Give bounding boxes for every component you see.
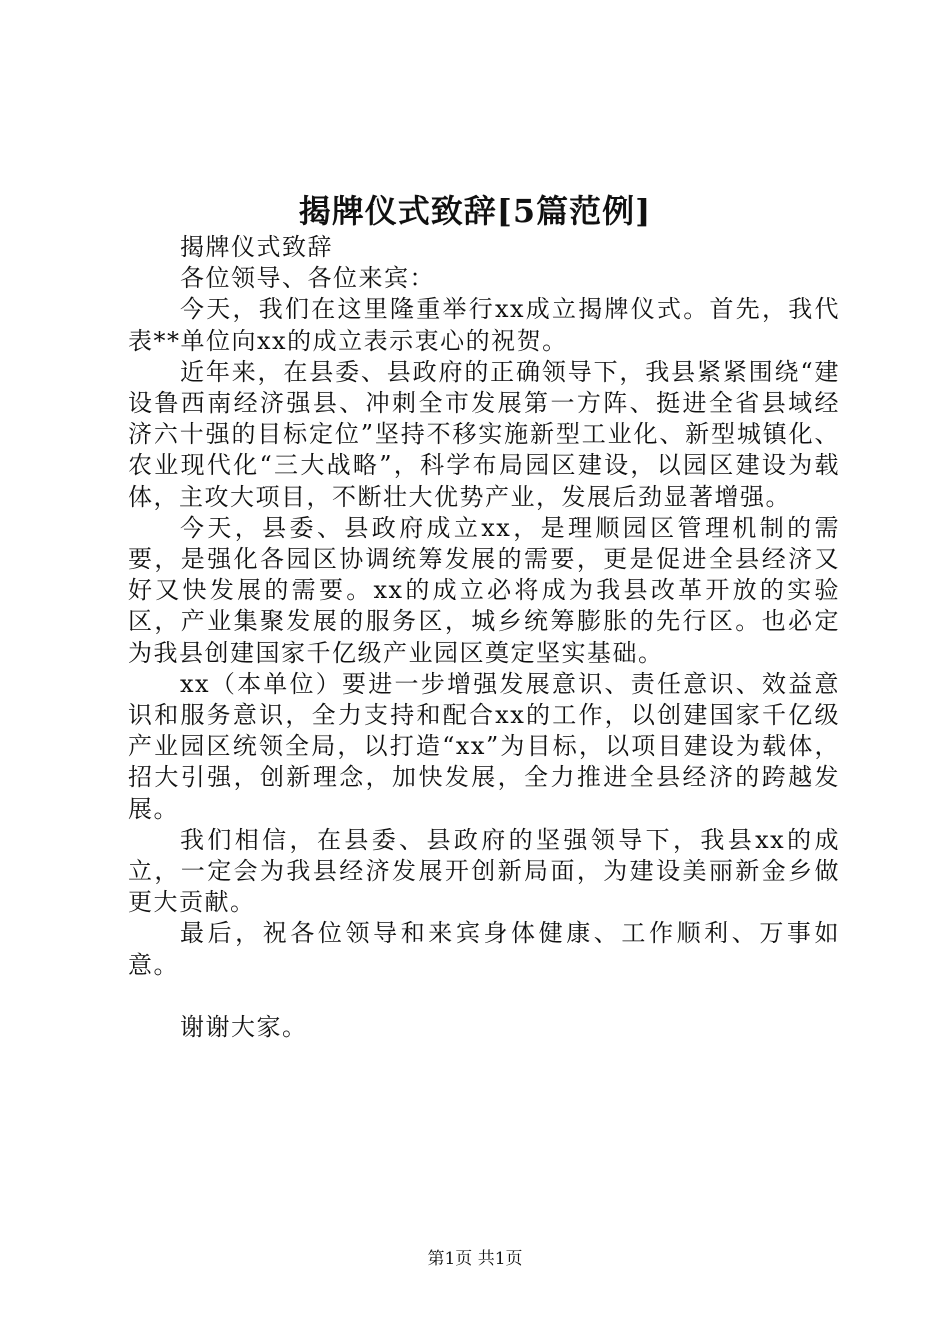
- paragraph-salutation: 各位领导、各位来宾：: [180, 264, 435, 293]
- document-title: 揭牌仪式致辞[5篇范例]: [298, 192, 652, 230]
- page-footer: 第1页 共1页: [427, 1249, 523, 1269]
- paragraph-significance: 今天，县委、县政府成立xx，是理顺园区管理机制的需要，是强化各园区协调统筹发展的需要，更是促进全县经济又好又快发展的需要。xx的成立必将成为我县改革开放的实验区，产业集聚发展的服务区，城乡统筹膨胀的先行区。也必定为我县创建国家千亿级产业园区奠定坚实基础。: [128, 513, 840, 667]
- paragraph-commitment: xx（本单位）要进一步增强发展意识、责任意识、效益意识和服务意识，全力支持和配合xx的工作，以创建国家千亿级产业园区统领全局，以打造“xx”为目标，以项目建设为载体，招大引强，创新理念，加快发展，全力推进全县经济的跨越发展。: [128, 669, 840, 823]
- paragraph-opening: 今天，我们在这里隆重举行xx成立揭牌仪式。首先，我代表**单位向xx的成立表示衷心的祝贺。: [128, 295, 840, 355]
- paragraph-wishes: 最后，祝各位领导和来宾身体健康、工作顺利、万事如意。: [128, 919, 840, 979]
- paragraph-heading: 揭牌仪式致辞: [180, 233, 333, 261]
- document-body: [128, 232, 840, 1043]
- paragraph-thanks: 谢谢大家。: [180, 1012, 308, 1041]
- paragraph-background: 近年来，在县委、县政府的正确领导下，我县紧紧围绕“建设鲁西南经济强县、冲刺全市发展第一方阵、挺进全省县域经济六十强的目标定位”坚持不移实施新型工业化、新型城镇化、农业现代化“三大战略”，科学布局园区建设，以园区建设为载体，主攻大项目，不断壮大优势产业，发展后劲显著增强。: [128, 357, 840, 511]
- paragraph-confidence: 我们相信，在县委、县政府的坚强领导下，我县xx的成立，一定会为我县经济发展开创新局面，为建设美丽新金乡做更大贡献。: [128, 825, 840, 917]
